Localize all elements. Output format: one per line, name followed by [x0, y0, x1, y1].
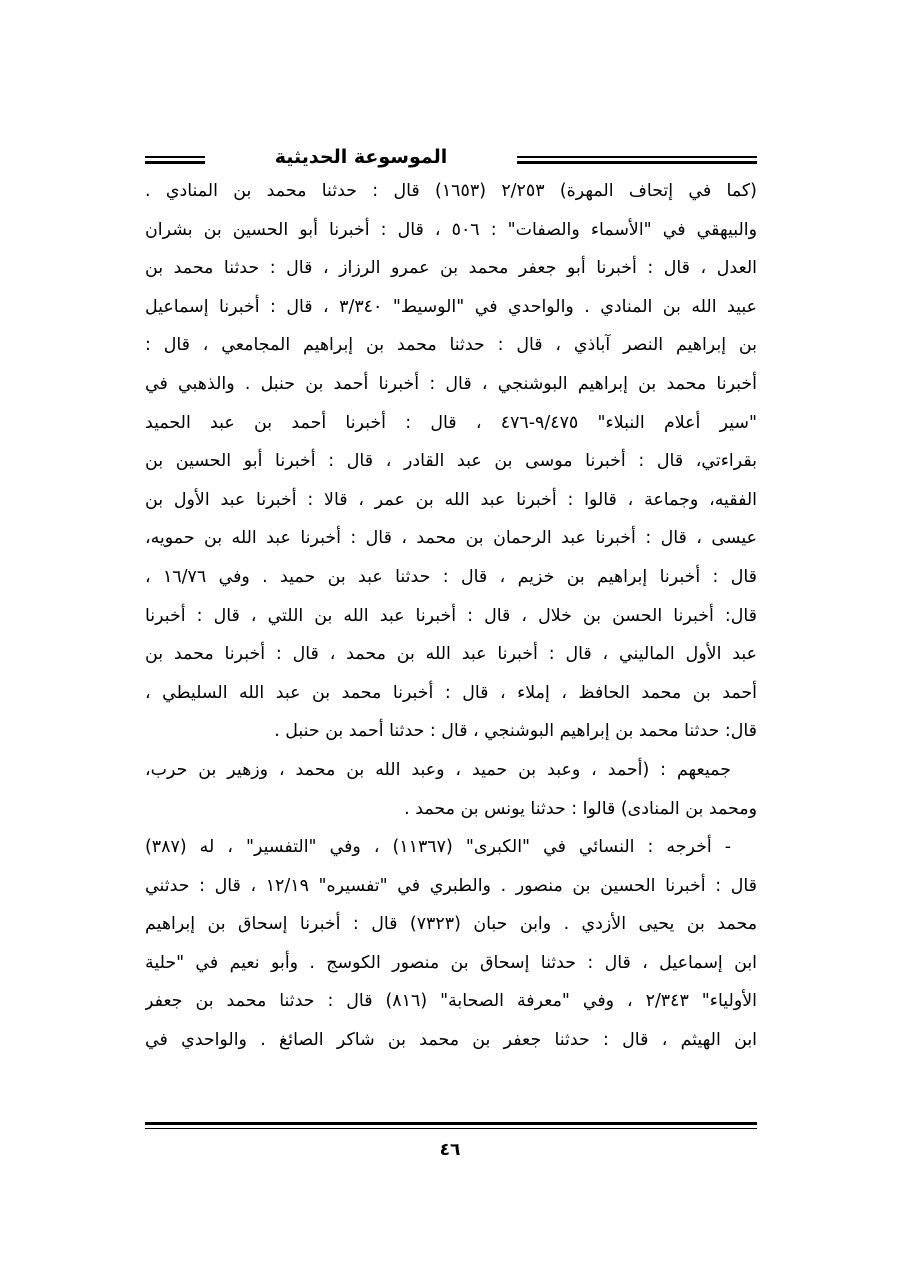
footer-rule [145, 1122, 757, 1129]
text-line: (كما في إتحاف المهرة) ٢/٢٥٣ (١٦٥٣) قال : حدثنا محمد بن المنادي . [145, 181, 757, 201]
text-line: العدل ، قال : أخبرنا أبو جعفر محمد بن عمرو الرزاز ، قال : حدثنا محمد بن [145, 258, 757, 279]
header-title: الموسوعة الحديثية [274, 146, 448, 168]
text-line: عيسى ، قال : أخبرنا عبد الرحمان بن محمد ، قال : أخبرنا عبد الله بن حمويه، [145, 528, 757, 549]
text-line: أخبرنا محمد بن إبراهيم البوشنجي ، قال : أخبرنا أحمد بن حنبل . والذهبي في [145, 373, 757, 394]
text-line: "سير أعلام النبلاء" ٩/٤٧٥-٤٧٦ ، قال : أخبرنا أحمد بن عبد الحميد [145, 412, 757, 433]
text-line: قال: حدثنا محمد بن إبراهيم البوشنجي ، قال : حدثنا أحمد بن حنبل . [274, 721, 757, 742]
text-line: عبيد الله بن المنادي . والواحدي في "الوسيط" ٣/٣٤٠ ، قال : أخبرنا إسماعيل [145, 296, 757, 317]
text-line: الأولياء" ٢/٣٤٣ ، وفي "معرفة الصحابة" (٨١٦) قال : حدثنا محمد بن جعفر [145, 991, 757, 1012]
text-line: عبد الأول الماليني ، قال : أخبرنا عبد الله بن محمد ، قال : أخبرنا محمد بن [145, 644, 757, 665]
text-line: والبيهقي في "الأسماء والصفات" : ٥٠٦ ، قال : أخبرنا أبو الحسين بن بشران [145, 219, 757, 240]
text-line: بن إبراهيم النصر آباذي ، قال : حدثنا محمد بن إبراهيم المجامعي ، قال : [145, 335, 757, 356]
text-line: - أخرجه : النسائي في "الكبرى" (١١٣٦٧) ، وفي "التفسير" ، له (٣٨٧) [145, 837, 731, 858]
text-line: ابن إسماعيل ، قال : حدثنا إسحاق بن منصور الكوسج . وأبو نعيم في "حلية [145, 952, 757, 973]
text-line: بقراءتي، قال : أخبرنا موسى بن عبد القادر ، قال : أخبرنا أبو الحسين بن [145, 451, 757, 472]
text-line: قال : أخبرنا الحسين بن منصور . والطبري في "تفسيره" ١٢/١٩ ، قال : حدثني [145, 875, 757, 896]
text-line: أحمد بن محمد الحافظ ، إملاء ، قال : أخبرنا محمد بن عبد الله السليطي ، [145, 682, 757, 703]
text-line: جميعهم : (أحمد ، وعبد بن حميد ، وعبد الله بن محمد ، وزهير بن حرب، [145, 759, 731, 780]
running-header [145, 140, 757, 174]
text-line: قال : أخبرنا إبراهيم بن خزيم ، قال : حدثنا عبد بن حميد . وفي ١٦/٧٦ ، [145, 566, 757, 587]
text-line: محمد بن يحيى الأزدي . وابن حبان (٧٣٢٣) قال : أخبرنا إسحاق بن إبراهيم [145, 914, 757, 935]
header-rule-left [145, 156, 205, 164]
header-rule-right [517, 156, 757, 164]
page-number: ٤٦ [439, 1140, 461, 1160]
text-line: ابن الهيثم ، قال : حدثنا جعفر بن محمد بن شاكر الصائغ . والواحدي في [145, 1030, 757, 1051]
body-text [145, 172, 757, 1060]
text-line: الفقيه، وجماعة ، قالوا : أخبرنا عبد الله بن عمر ، قالا : أخبرنا عبد الأول بن [145, 489, 757, 510]
text-line: قال: أخبرنا الحسن بن خلال ، قال : أخبرنا عبد الله بن اللتي ، قال : أخبرنا [145, 605, 757, 626]
text-line: ومحمد بن المنادى) قالوا : حدثنا يونس بن محمد . [404, 798, 757, 819]
